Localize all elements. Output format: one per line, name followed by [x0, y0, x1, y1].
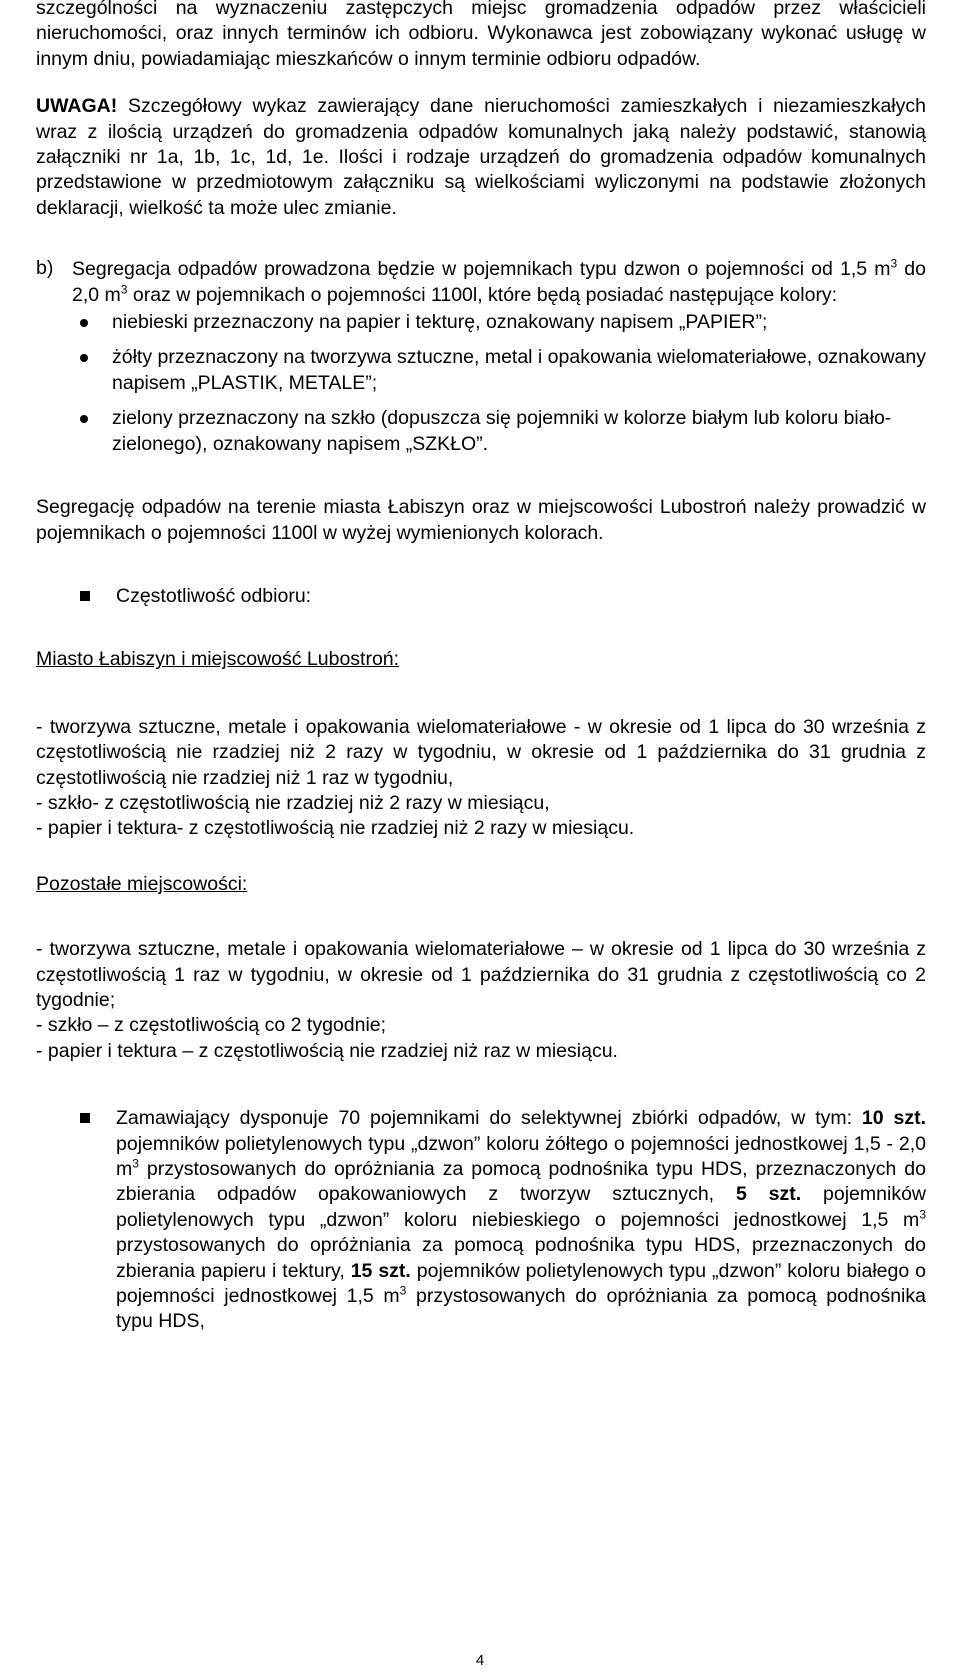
bullet-icon: [80, 415, 88, 423]
list-item: zielony przeznaczony na szkło (dopuszcza się pojemniki w kolorze białym lub koloru biało-zielonego), oznakowany napisem „SZKŁO”.: [72, 406, 926, 457]
warning-paragraph: [36, 94, 926, 221]
square-bullet-icon: [80, 591, 90, 601]
frequency-heading: Częstotliwość odbioru:: [116, 584, 312, 607]
schedule-line: - papier i tektura- z częstotliwością nie rzadziej niż 2 razy w miesiącu.: [36, 817, 635, 840]
section-b-body: [72, 257, 926, 457]
warning-text: Szczegółowy wykaz zawierający dane nieruchomości zamieszkałych i niezamieszkałych wraz z ilością urządzeń do gromadzenia odpadów komunalnych jaką należy podstawić, stanowią załączniki nr 1a, 1b, 1c, 1d, 1e. Ilości i rodzaje urządzeń do gromadzenia odpadów komunalnych przedstawione w przedmiotowym załączniku są wielkościami wyliczonymi na podstawie złożonych deklaracji, wielkość ta może ulec zmianie.: [36, 95, 926, 219]
other-schedule: [36, 937, 926, 1064]
schedule-line: - tworzywa sztuczne, metale i opakowania wielomateriałowe – w okresie od 1 lipca do 30 września z częstotliwością 1 raz w tygodniu, w okresie od 1 października do 31 grudnia z częstotliwością co 2 tygodnie;: [36, 938, 926, 1011]
warning-label: UWAGA!: [36, 95, 118, 118]
list-item: niebieski przeznaczony na papier i tekturę, oznakowany napisem „PAPIER”;: [72, 310, 926, 335]
containers-paragraph: Zamawiający dysponuje 70 pojemnikami do selektywnej zbiórki odpadów, w tym: 10 szt. pojemników polietylenowych typu „dzwon” koloru żółtego o pojemności jednostkowej 1,5 - 2,0 $m^3$ przystosowanych do opróżniania za pomocą podnośnika typu HDS, przeznaczonych do zbierania odpadów opakowaniowych z tworzyw sztucznych, 5 szt. pojemników polietylenowych typu „dzwon” koloru niebieskiego o pojemności jednostkowej 1,5 $m^3$ przystosowanych do opróżniania za pomocą podnośnika typu HDS, przeznaczonych do zbierania papieru i tektury, 15 szt. pojemników polietylenowych typu „dzwon” koloru białego o pojemności jednostkowej 1,5 $m^3$ przystosowanych do opróżniania za pomocą podnośnika typu HDS,: [116, 1107, 927, 1333]
page-content: [36, 0, 926, 1335]
city-schedule: [36, 715, 926, 842]
bullet-icon: [80, 354, 88, 362]
other-heading: Pozostałe miejscowości:: [36, 872, 248, 895]
square-bullet-icon: [80, 1113, 90, 1123]
schedule-line: - papier i tektura – z częstotliwością nie rzadziej niż raz w miesiącu.: [36, 1039, 618, 1062]
schedule-line: - szkło- z częstotliwością nie rzadziej niż 2 razy w miesiącu,: [36, 791, 550, 814]
page-number: 4: [475, 1652, 485, 1669]
section-b-label: b): [36, 257, 54, 280]
section-b-intro: Segregacja odpadów prowadzona będzie w pojemnikach typu dzwon o pojemności od 1,5 $m^3$ do 2,0 $m^3$ oraz w pojemnikach o pojemności 1100l, które będą posiadać następujące kolory:: [72, 256, 927, 306]
city-heading: Miasto Łabiszyn i miejscowość Lubostroń:: [36, 648, 400, 671]
intro-paragraph: szczególności na wyznaczeniu zastępczych miejsc gromadzenia odpadów przez właścicieli nieruchomości, oraz innych terminów ich odbioru. Wykonawca jest zobowiązany wykonać usługę w innym dniu, powiadamiając mieszkańców o innym terminie odbioru odpadów.: [36, 0, 926, 70]
schedule-line: - tworzywa sztuczne, metale i opakowania wielomateriałowe - w okresie od 1 lipca do 30 września z częstotliwością nie rzadziej niż 2 razy w tygodniu, w okresie od 1 października do 31 grudnia z częstotliwością nie rzadziej niż 1 raz w tygodniu,: [36, 715, 926, 789]
segregation-note: Segregację odpadów na terenie miasta Łabiszyn oraz w miejscowości Lubostroń należy prowadzić w pojemnikach o pojemności 1100l w wyżej wymienionych kolorach.: [36, 496, 926, 544]
color-bullet-list: [72, 310, 926, 457]
section-b: [36, 257, 926, 457]
containers-item: [36, 1106, 926, 1335]
bullet-icon: [80, 319, 88, 327]
frequency-heading-item: [36, 584, 926, 609]
schedule-line: - szkło – z częstotliwością co 2 tygodnie;: [36, 1014, 387, 1037]
list-item: żółty przeznaczony na tworzywa sztuczne, metal i opakowania wielomateriałowe, oznakowany napisem „PLASTIK, METALE”;: [72, 345, 926, 396]
